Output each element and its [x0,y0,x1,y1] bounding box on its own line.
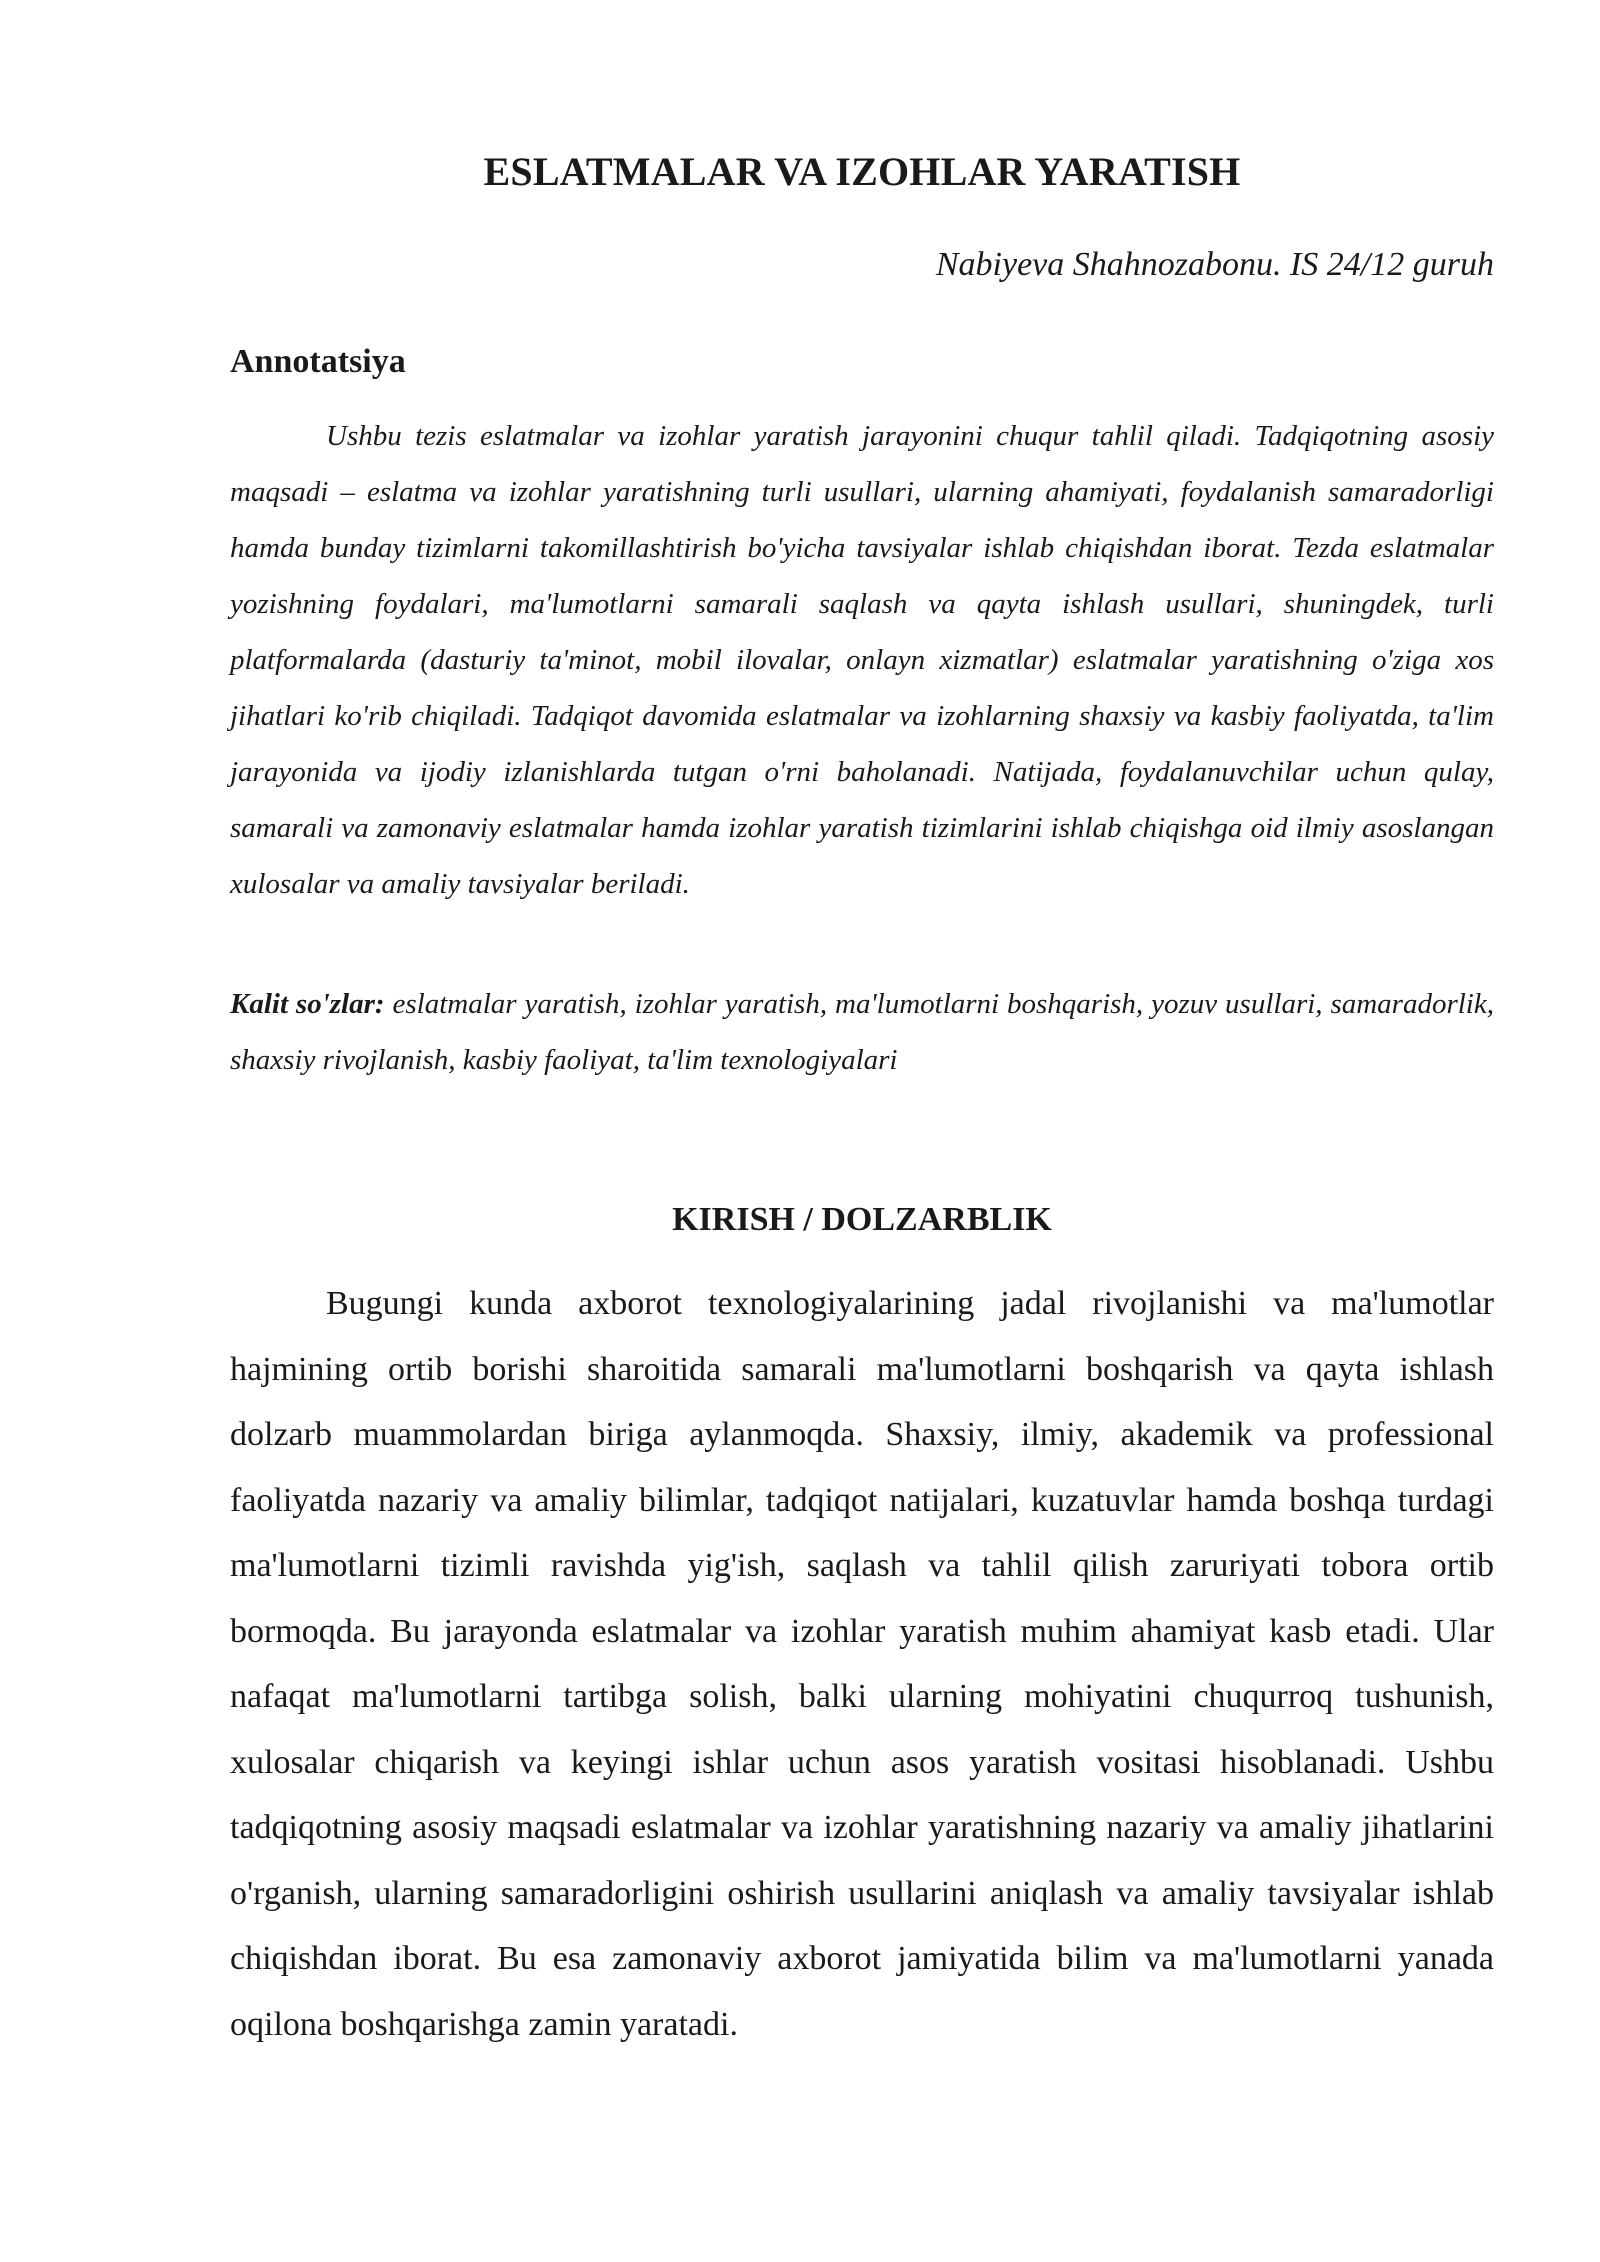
introduction-text: Bugungi kunda axborot texnologiyalarining jadal rivojlanishi va ma'lumotlar hajmining ortib borishi sharoitida samarali ma'lumotlarni boshqarish va qayta ishlash dolzarb muammolardan biriga aylanmoqda. Shaxsiy, ilmiy, akademik va professional faoliyatda nazariy va amaliy bilimlar, tadqiqot natijalari, kuzatuvlar hamda boshqa turdagi ma'lumotlarni tizimli ravishda yig'ish, saqlash va tahlil qilish zaruriyati tobora ortib bormoqda. Bu jarayonda eslatmalar va izohlar yaratish muhim ahamiyat kasb etadi. Ular nafaqat ma'lumotlarni tartibga solish, balki ularning mohiyatini chuqurroq tushunish, xulosalar chiqarish va keyingi ishlar uchun asos yaratish vositasi hisoblanadi. Ushbu tadqiqotning asosiy maqsadi eslatmalar va izohlar yaratishning nazariy va amaliy jihatlarini o'rganish, ularning samaradorligini oshirish usullarini aniqlash va amaliy tavsiyalar ishlab chiqishdan iborat. Bu esa zamonaviy axborot jamiyatida bilim va ma'lumotlarni yanada oqilona boshqarishga zamin yaratadi. [230,1285,1494,2043]
annotation-heading: Annotatsiya [230,343,406,380]
author-line: Nabiyeva Shahnozabonu. IS 24/12 guruh [935,246,1494,283]
keywords-label: Kalit so'zlar: [230,988,385,1020]
keywords-list: eslatmalar yaratish, izohlar yaratish, ma'lumotlarni boshqarish, yozuv usullari, samaradorlik, shaxsiy rivojlanish, kasbiy faoliyat, ta'lim texnologiyalari [230,988,1494,1076]
keywords-paragraph [230,976,1494,1088]
document-title: ESLATMALAR VA IZOHLAR YARATISH [483,149,1241,194]
introduction-heading: KIRISH / DOLZARBLIK [672,1201,1052,1238]
annotation-text: Ushbu tezis eslatmalar va izohlar yaratish jarayonini chuqur tahlil qiladi. Tadqiqotning asosiy maqsadi – eslatma va izohlar yaratishning turli usullari, ularning ahamiyati, foydalanish samaradorligi hamda bunday tizimlarni takomillashtirish bo'yicha tavsiyalar ishlab chiqishdan iborat. Tezda eslatmalar yozishning foydalari, ma'lumotlarni samarali saqlash va qayta ishlash usullari, shuningdek, turli platformalarda (dasturiy ta'minot, mobil ilovalar, onlayn xizmatlar) eslatmalar yaratishning o'ziga xos jihatlari ko'rib chiqiladi. Tadqiqot davomida eslatmalar va izohlarning shaxsiy va kasbiy faoliyatda, ta'lim jarayonida va ijodiy izlanishlarda tutgan o'rni baholanadi. Natijada, foydalanuvchilar uchun qulay, samarali va zamonaviy eslatmalar hamda izohlar yaratish tizimlarini ishlab chiqishga oid ilmiy asoslangan xulosalar va amaliy tavsiyalar beriladi. [230,420,1494,900]
